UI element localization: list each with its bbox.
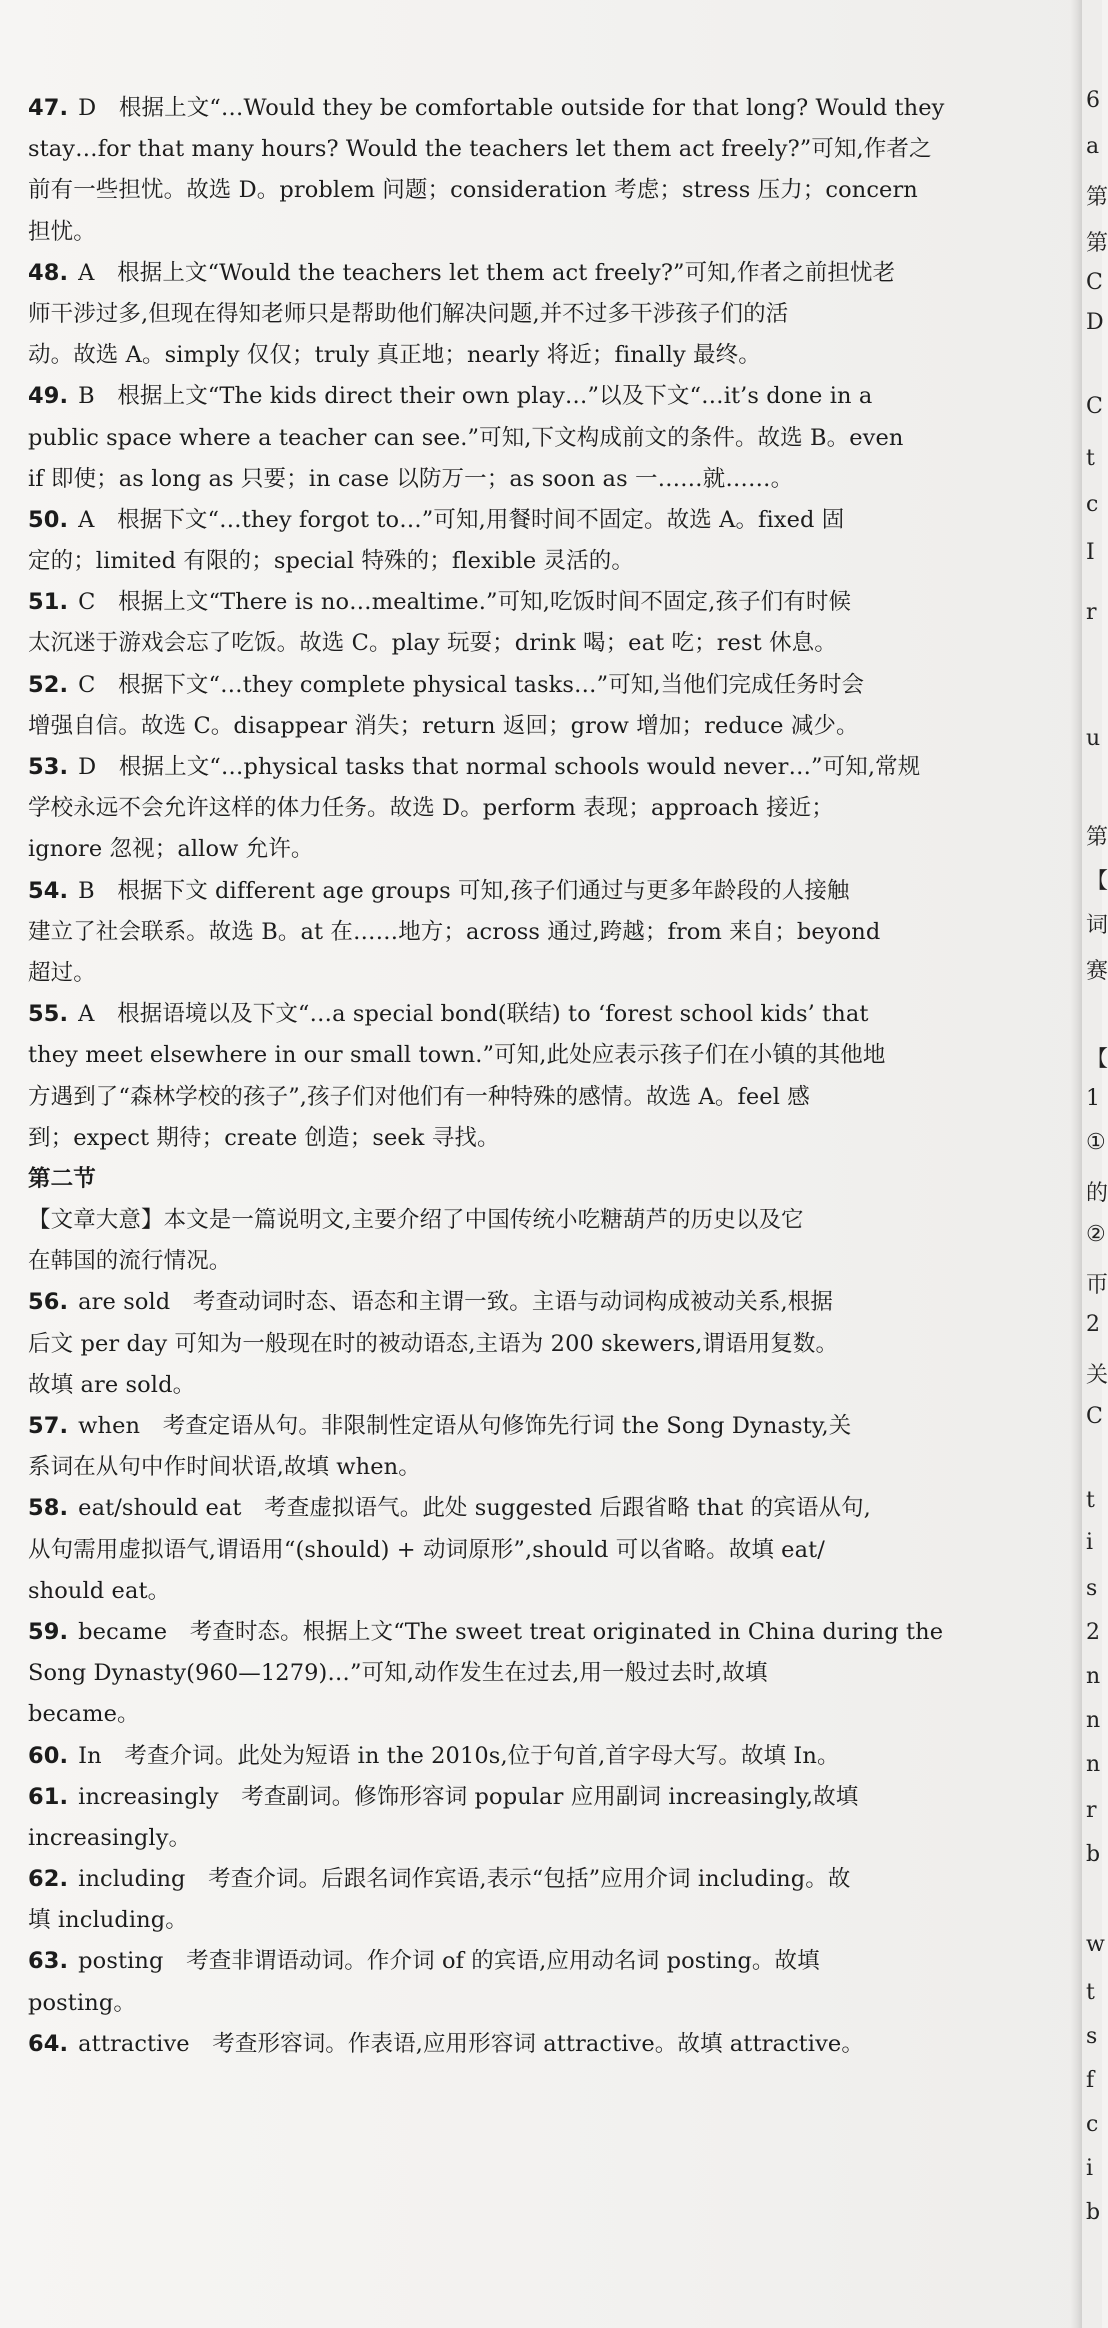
edge-fragment: 6	[1086, 88, 1100, 113]
line-text: C 根据下文“…they complete physical tasks…”可知,当他们完成任务时会	[78, 671, 865, 698]
answer-item-line	[28, 253, 1028, 294]
edge-fragment: t	[1086, 1980, 1095, 2005]
answer-item-line	[28, 376, 1028, 417]
answer-item-line	[28, 1777, 1028, 1818]
line-text: public space where a teacher can see.”可知,下文构成前文的条件。故选 B。even	[28, 424, 904, 451]
section-title: 第二节	[28, 1165, 96, 1192]
question-number: 49.	[28, 383, 69, 410]
edge-fragment: 2	[1086, 1620, 1100, 1645]
line-text: became。	[28, 1701, 140, 1728]
line-text: should eat。	[28, 1577, 171, 1604]
edge-fragment: 1	[1086, 1086, 1100, 1111]
edge-fragment: c	[1086, 492, 1099, 517]
question-number: 50.	[28, 506, 69, 533]
edge-fragment: s	[1086, 1576, 1098, 1601]
edge-fragment: 的	[1086, 1181, 1108, 1206]
answer-item-line	[28, 500, 1028, 541]
answer-text-line	[28, 1118, 1028, 1159]
edge-fragment: 帀	[1086, 1273, 1108, 1298]
line-text: 方遇到了“森林学校的孩子”,孩子们对他们有一种特殊的感情。故选 A。feel 感	[28, 1083, 810, 1110]
line-text: ignore 忽视；allow 允许。	[28, 836, 314, 863]
line-text: including 考查介词。后跟名词作宾语,表示“包括”应用介词 including。故	[78, 1866, 851, 1893]
question-number: 55.	[28, 1001, 69, 1028]
line-text: 动。故选 A。simply 仅仅；truly 真正地；nearly 将近；finally 最终。	[28, 342, 761, 369]
line-text: 师干涉过多,但现在得知老师只是帮助他们解决问题,并不过多干涉孩子们的活	[28, 300, 789, 327]
line-text: became 考查时态。根据上文“The sweet treat originated in China during the	[78, 1618, 944, 1645]
edge-fragment: ②	[1086, 1222, 1106, 1247]
edge-fragment: D	[1086, 310, 1104, 335]
edge-fragment: u	[1086, 726, 1101, 751]
line-text: are sold 考查动词时态、语态和主谓一致。主语与动词构成被动关系,根据	[78, 1289, 833, 1316]
line-text: A 根据语境以及下文“…a special bond(联结) to ‘forest school kids’ that	[78, 1001, 869, 1028]
edge-fragment: ①	[1086, 1130, 1106, 1155]
line-text: Song Dynasty(960—1279)…”可知,动作发生在过去,用一般过去时,故填	[28, 1660, 768, 1687]
edge-fragment: t	[1086, 1488, 1095, 1513]
line-text: B 根据上文“The kids direct their own play…”以及下文“…it’s done in a	[78, 383, 873, 410]
answer-text-line	[28, 1324, 1028, 1365]
answer-text-line	[28, 1530, 1028, 1571]
line-text: 太沉迷于游戏会忘了吃饭。故选 C。play 玩耍；drink 喝；eat 吃；rest 休息。	[28, 630, 837, 657]
answer-item-line	[28, 1612, 1028, 1653]
answer-text-line	[28, 459, 1028, 500]
question-number: 60.	[28, 1742, 69, 1769]
line-text: posting 考查非谓语动词。作介词 of 的宾语,应用动名词 posting。故填	[78, 1948, 820, 1975]
line-text: increasingly 考查副词。修饰形容词 popular 应用副词 increasingly,故填	[78, 1783, 859, 1810]
answer-text-line	[28, 1200, 1028, 1241]
answer-text-line	[28, 541, 1028, 582]
edge-fragment: b	[1086, 2200, 1101, 2225]
answer-text-line	[28, 953, 1028, 994]
answer-text-line	[28, 1694, 1028, 1735]
edge-fragment: C	[1086, 1404, 1103, 1429]
answer-item-line	[28, 1736, 1028, 1777]
edge-fragment: 第	[1086, 825, 1108, 850]
question-number: 62.	[28, 1866, 69, 1893]
answer-text-line	[28, 1077, 1028, 1118]
line-text: 到；expect 期待；create 创造；seek 寻找。	[28, 1124, 500, 1151]
line-text: 增强自信。故选 C。disappear 消失；return 返回；grow 增加；reduce 减少。	[28, 712, 859, 739]
edge-fragment: f	[1086, 2068, 1095, 2093]
line-text: they meet elsewhere in our small town.”可知,此处应表示孩子们在小镇的其他地	[28, 1042, 886, 1069]
edge-fragment: C	[1086, 394, 1103, 419]
line-text: if 即使；as long as 只要；in case 以防万一；as soon as 一……就……。	[28, 465, 794, 492]
edge-fragment: b	[1086, 1842, 1101, 1867]
answer-item-line	[28, 747, 1028, 788]
question-number: 51.	[28, 589, 69, 616]
edge-fragment: C	[1086, 270, 1103, 295]
section-heading	[28, 1159, 1028, 1200]
answer-text-line	[28, 1900, 1028, 1941]
answer-text-line	[28, 623, 1028, 664]
edge-fragment: a	[1086, 134, 1100, 159]
question-number: 58.	[28, 1495, 69, 1522]
line-text: In 考查介词。此处为短语 in the 2010s,位于句首,首字母大写。故填 In。	[78, 1742, 840, 1769]
question-number: 53.	[28, 754, 69, 780]
answer-text-line	[28, 1983, 1028, 2024]
page-spine-shadow	[1070, 0, 1082, 2328]
edge-fragment: 【	[1086, 869, 1108, 894]
question-number: 52.	[28, 671, 69, 698]
edge-fragment: n	[1086, 1708, 1101, 1733]
line-text: eat/should eat 考查虚拟语气。此处 suggested 后跟省略 that 的宾语从句,	[78, 1495, 871, 1522]
question-number: 64.	[28, 2030, 69, 2057]
edge-fragment: 第	[1086, 185, 1108, 210]
answer-text-line	[28, 294, 1028, 335]
question-number: 54.	[28, 877, 69, 904]
line-text: when 考查定语从句。非限制性定语从句修饰先行词 the Song Dynasty,关	[78, 1413, 852, 1439]
line-text: 填 including。	[28, 1907, 188, 1934]
question-number: 59.	[28, 1618, 69, 1645]
line-text: C 根据上文“There is no…mealtime.”可知,吃饭时间不固定,孩子们有时候	[78, 589, 852, 616]
line-text: D 根据上文“…Would they be comfortable outside for that long? Would they	[78, 95, 945, 121]
question-number: 57.	[28, 1413, 69, 1439]
line-text: 前有一些担忧。故选 D。problem 问题；consideration 考虑；stress 压力；concern	[28, 177, 918, 204]
line-text: stay…for that many hours? Would the teachers let them act freely?”可知,作者之	[28, 136, 932, 163]
edge-fragment: 赛	[1086, 959, 1108, 984]
line-text: A 根据上文“Would the teachers let them act freely?”可知,作者之前担忧老	[78, 259, 896, 286]
line-text: B 根据下文 different age groups 可知,孩子们通过与更多年龄段的人接触	[78, 877, 850, 904]
line-text: 建立了社会联系。故选 B。at 在……地方；across 通过,跨越；from 来自；beyond	[28, 918, 881, 945]
answer-text-line	[28, 788, 1028, 829]
edge-fragment: w	[1086, 1932, 1105, 1957]
answer-item-line	[28, 1488, 1028, 1529]
answer-text-line	[28, 170, 1028, 211]
answer-item-line	[28, 2024, 1028, 2065]
edge-fragment: 2	[1086, 1312, 1100, 1337]
answer-text-line	[28, 335, 1028, 376]
edge-fragment: i	[1086, 1530, 1094, 1555]
question-number: 47.	[28, 95, 69, 121]
answer-text-line	[28, 1571, 1028, 1612]
line-text: 超过。	[28, 959, 96, 986]
edge-fragment: c	[1086, 2112, 1099, 2137]
line-text: 学校永远不会允许这样的体力任务。故选 D。perform 表现；approach 接近；	[28, 795, 834, 822]
answer-text-line	[28, 418, 1028, 459]
answer-text-line	[28, 1818, 1028, 1859]
line-text: 【文章大意】本文是一篇说明文,主要介绍了中国传统小吃糖葫芦的历史以及它	[28, 1207, 804, 1234]
answer-item-line	[28, 1941, 1028, 1982]
answer-text-line	[28, 1241, 1028, 1282]
edge-fragment: t	[1086, 446, 1095, 471]
edge-fragment: r	[1086, 1798, 1097, 1823]
edge-fragment: s	[1086, 2024, 1098, 2049]
answer-text-line	[28, 706, 1028, 747]
answer-key-column	[28, 88, 1028, 2065]
edge-fragment: i	[1086, 2156, 1094, 2181]
answer-text-line	[28, 129, 1028, 170]
edge-fragment: n	[1086, 1664, 1101, 1689]
answer-item-line	[28, 88, 1028, 129]
answer-item-line	[28, 994, 1028, 1035]
answer-item-line	[28, 1282, 1028, 1323]
line-text: attractive 考查形容词。作表语,应用形容词 attractive。故填 attractive。	[78, 2030, 864, 2057]
answer-item-line	[28, 871, 1028, 912]
answer-text-line	[28, 1365, 1028, 1406]
line-text: 在韩国的流行情况。	[28, 1248, 232, 1275]
line-text: increasingly。	[28, 1824, 192, 1851]
edge-fragment: I	[1086, 540, 1095, 565]
line-text: 后文 per day 可知为一般现在时的被动语态,主语为 200 skewers,谓语用复数。	[28, 1330, 839, 1357]
answer-text-line	[28, 912, 1028, 953]
line-text: 担忧。	[28, 218, 96, 245]
question-number: 56.	[28, 1289, 69, 1316]
answer-text-line	[28, 1035, 1028, 1076]
question-number: 63.	[28, 1948, 69, 1975]
line-text: A 根据下文“…they forgot to…”可知,用餐时间不固定。故选 A。fixed 固	[78, 506, 845, 533]
answer-item-line	[28, 665, 1028, 706]
line-text: 系词在从句中作时间状语,故填 when。	[28, 1454, 421, 1481]
answer-text-line	[28, 1653, 1028, 1694]
edge-fragment: 词	[1086, 913, 1108, 938]
line-text: 从句需用虚拟语气,谓语用“(should) + 动词原形”,should 可以省略。故填 eat/	[28, 1536, 825, 1563]
line-text: D 根据上文“…physical tasks that normal schools would never…”可知,常规	[78, 754, 921, 780]
question-number: 61.	[28, 1783, 69, 1810]
answer-item-line	[28, 1406, 1028, 1447]
answer-text-line	[28, 829, 1028, 870]
line-text: posting。	[28, 1989, 136, 2016]
line-text: 故填 are sold。	[28, 1371, 196, 1398]
edge-fragment: n	[1086, 1752, 1101, 1777]
answer-item-line	[28, 582, 1028, 623]
edge-fragment: 关	[1086, 1363, 1108, 1388]
line-text: 定的；limited 有限的；special 特殊的；flexible 灵活的。	[28, 548, 634, 575]
answer-text-line	[28, 212, 1028, 253]
answer-item-line	[28, 1859, 1028, 1900]
edge-fragment: r	[1086, 600, 1097, 625]
edge-fragment: 【	[1086, 1047, 1108, 1072]
answer-text-line	[28, 1447, 1028, 1488]
adjacent-page-edge	[1082, 0, 1108, 2328]
edge-fragment: 第	[1086, 231, 1108, 256]
question-number: 48.	[28, 259, 69, 286]
